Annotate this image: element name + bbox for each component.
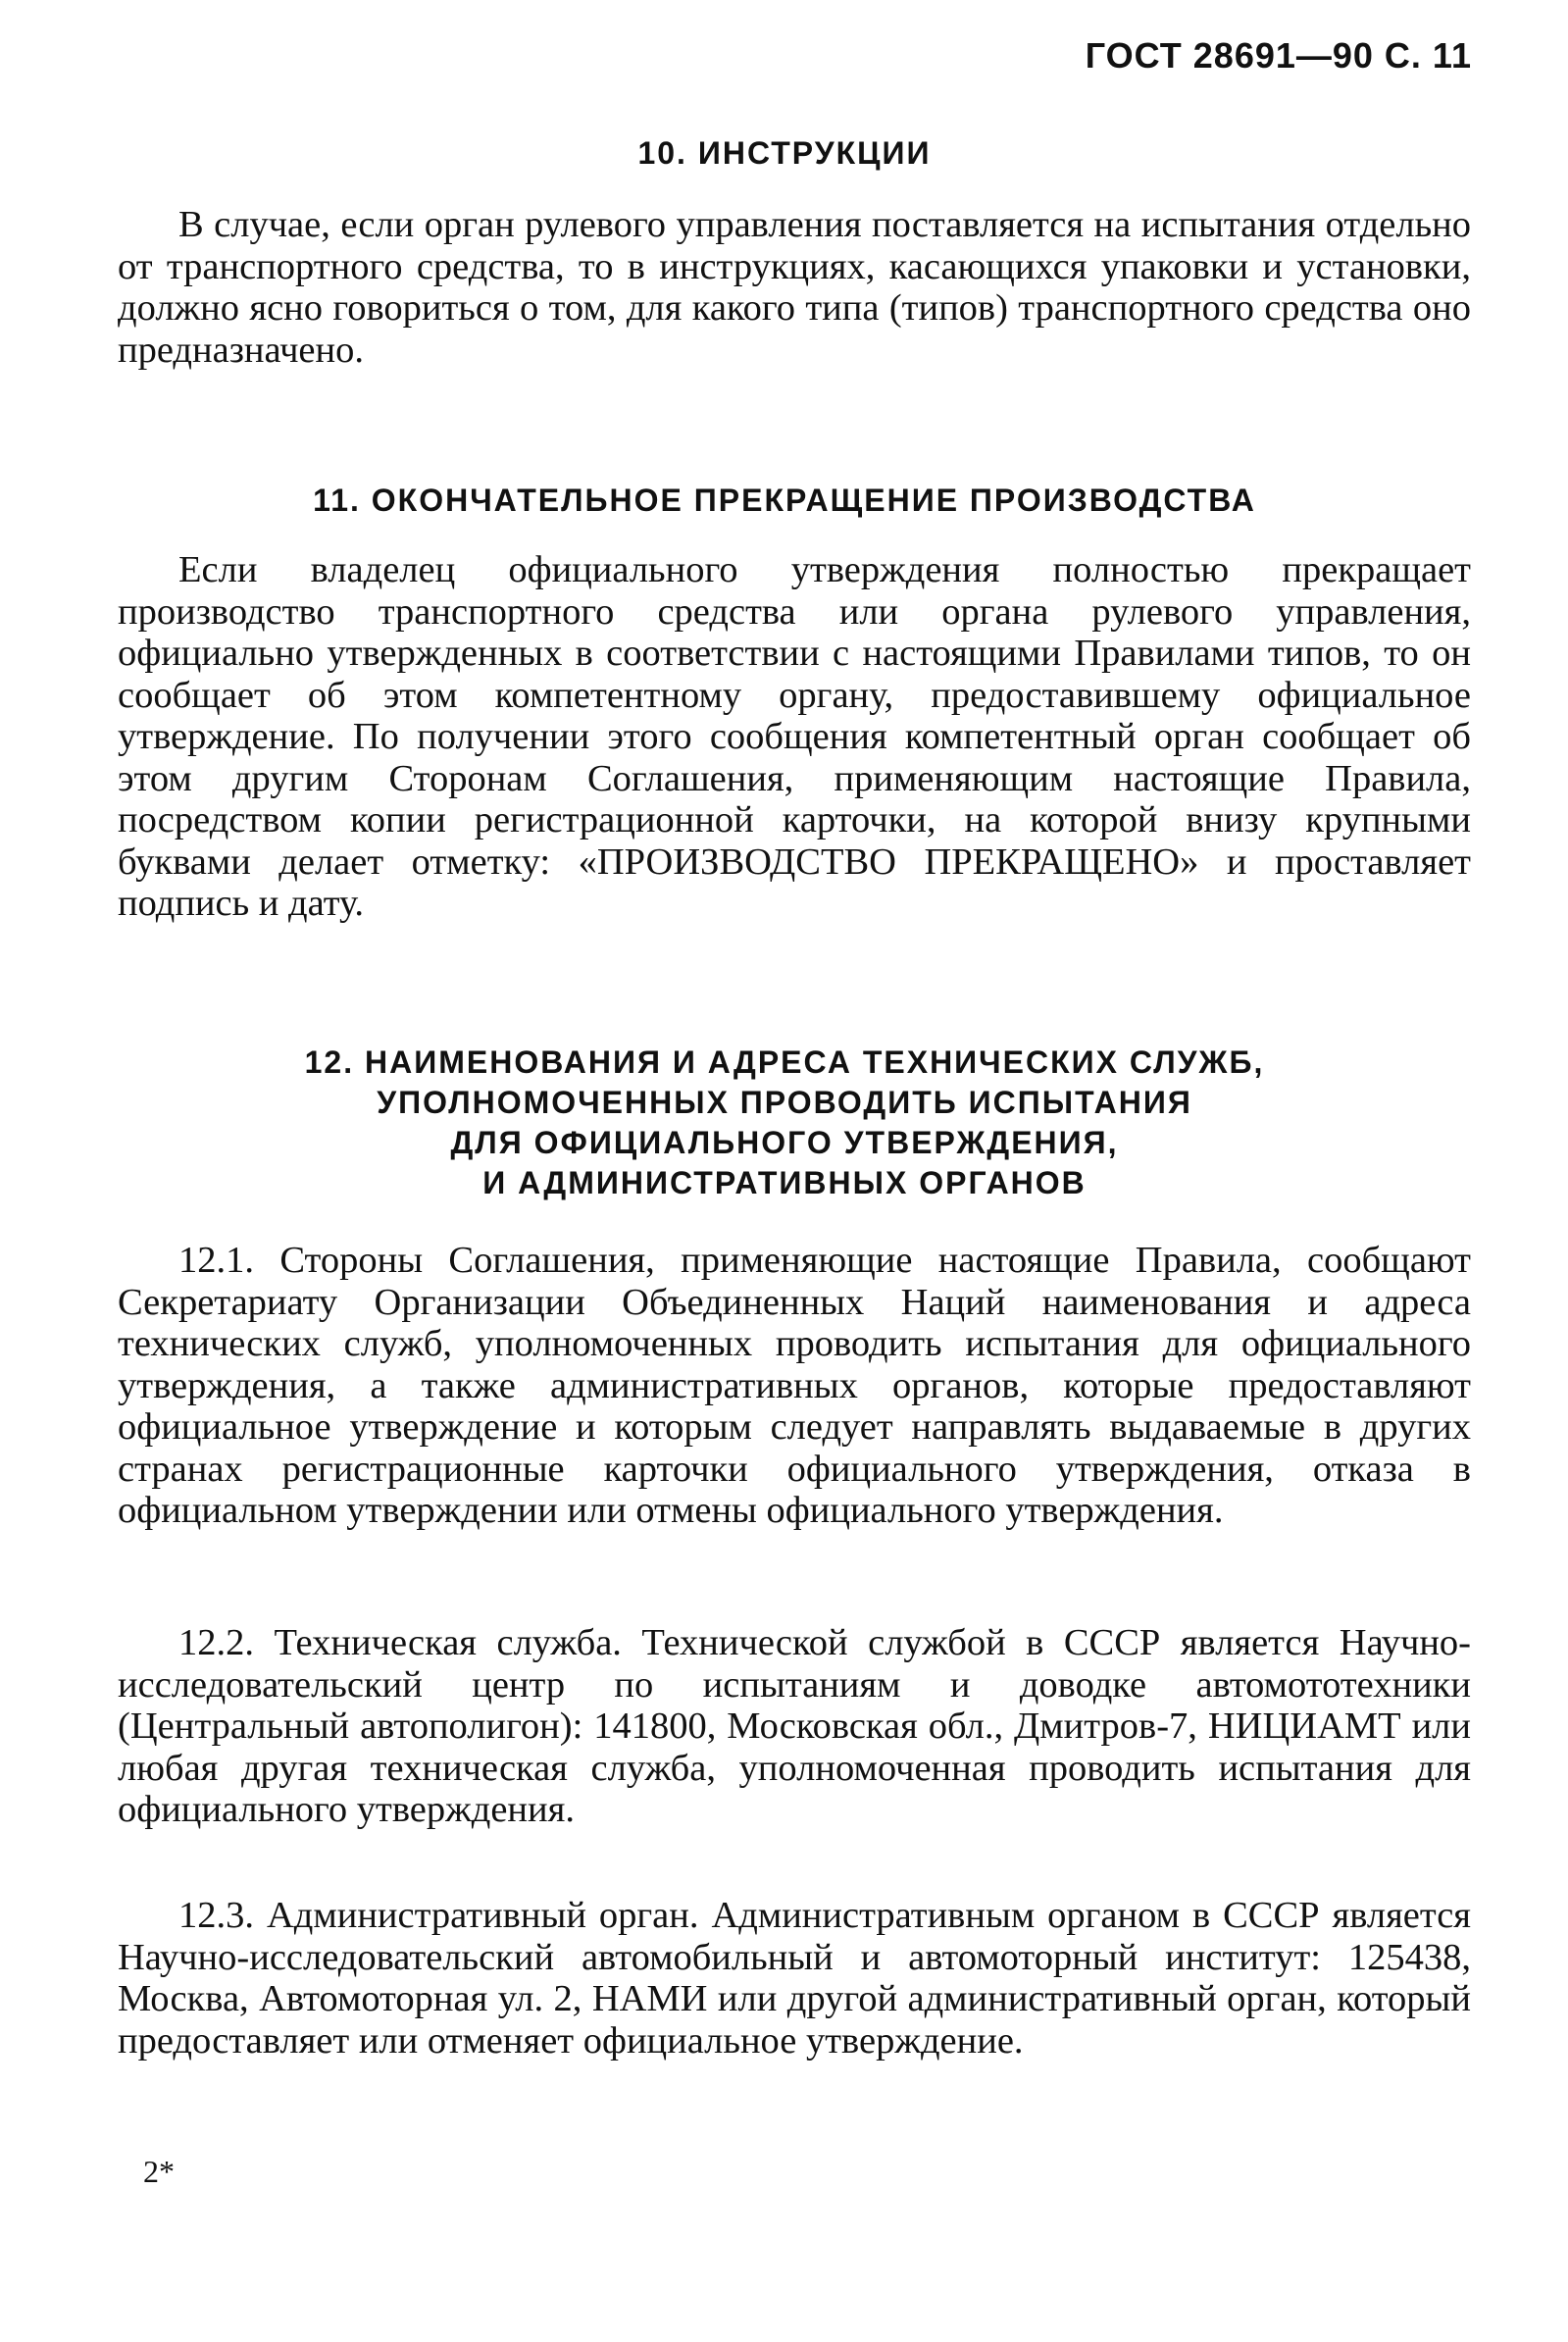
clause-12-2: 12.2. Техническая служба. Технической службой в СССР является Научно-исследовательский центр по испытаниям и доводке автомототехники (Центральный автополигон): 141800, Московская обл., Дмитров-7, НИЦИАМТ или любая другая техническая служба, уполномоченная проводить испытания для официального утверждения. xyxy=(118,1622,1471,1830)
section-10-title: 10. ИНСТРУКЦИИ xyxy=(637,135,932,171)
clause-12-1: 12.1. Стороны Соглашения, применяющие настоящие Правила, сообщают Секретариату Организации Объединенных Наций наименования и адреса технических служб, уполномоченных проводить испытания для официального утверждения, а также административных органов, которые предоставляют официальное утверждение и которым следует направлять выдаваемые в других странах регистрационные карточки официального утверждения, отказа в официальном утверждении или отмены официального утверждения. xyxy=(118,1240,1471,1531)
clause-12-3: 12.3. Административный орган. Административным органом в СССР является Научно-исследовательский автомобильный и автомоторный институт: 125438, Москва, Автомоторная ул. 2, НАМИ или другой административный орган, который предоставляет или отменяет официальное утверждение. xyxy=(118,1895,1471,2062)
signature-mark: 2* xyxy=(143,2154,175,2189)
section-12-title xyxy=(118,1043,1451,1203)
section-11-title: 11. ОКОНЧАТЕЛЬНОЕ ПРЕКРАЩЕНИЕ ПРОИЗВОДСТВА xyxy=(313,483,1256,518)
running-head: ГОСТ 28691—90 С. 11 xyxy=(1085,35,1472,76)
section-12-title-line: И АДМИНИСТРАТИВНЫХ ОРГАНОВ xyxy=(482,1165,1087,1200)
section-12-title-line: ДЛЯ ОФИЦИАЛЬНОГО УТВЕРЖДЕНИЯ, xyxy=(450,1125,1119,1160)
section-12-title-line: 12. НАИМЕНОВАНИЯ И АДРЕСА ТЕХНИЧЕСКИХ СЛУЖБ, xyxy=(304,1044,1265,1080)
section-11-paragraph: Если владелец официального утверждения полностью прекращает производство транспортного средства или органа рулевого управления, официально утвержденных в соответствии с настоящими Правилами типов, то он сообщает об этом компетентному органу, предоставившему официальное утверждение. По получении этого сообщения компетентный орган сообщает об этом другим Сторонам Соглашения, применяющим настоящие Правила, посредством копии регистрационной карточки, на которой внизу крупными буквами делает отметку: «ПРОИЗВОДСТВО ПРЕКРАЩЕНО» и проставляет подпись и дату. xyxy=(118,549,1471,924)
section-12-title-line: УПОЛНОМОЧЕННЫХ ПРОВОДИТЬ ИСПЫТАНИЯ xyxy=(377,1085,1192,1120)
section-10-paragraph: В случае, если орган рулевого управления поставляется на испытания отдельно от транспортного средства, то в инструкциях, касающихся упаковки и установки, должно ясно говориться о том, для какого типа (типов) транспортного средства оно предназначено. xyxy=(118,204,1471,371)
